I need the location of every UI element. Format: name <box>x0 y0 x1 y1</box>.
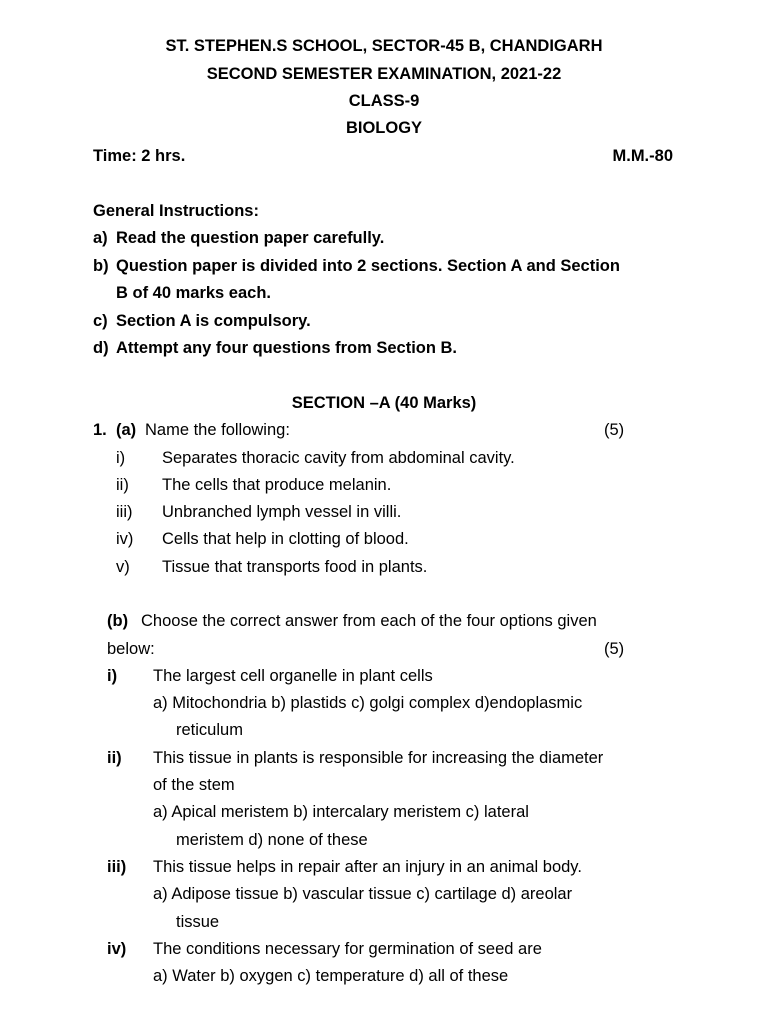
mcq-question-cont: of the stem <box>153 776 235 794</box>
instructions-title: General Instructions: <box>93 202 259 220</box>
mcq-question: This tissue in plants is responsible for increasing the diameter <box>153 749 604 767</box>
instruction-text: Section A is compulsory. <box>116 312 311 330</box>
mcq-question: The conditions necessary for germination of seed are <box>153 940 542 958</box>
section-a-title: SECTION –A (40 Marks) <box>291 394 477 412</box>
item-text: Separates thoracic cavity from abdominal cavity. <box>162 449 515 467</box>
item-text: Unbranched lymph vessel in villi. <box>162 503 402 521</box>
item-label: ii) <box>116 476 129 494</box>
item-label: i) <box>116 449 126 467</box>
item-text: The cells that produce melanin. <box>162 476 392 494</box>
item-label: iv) <box>116 530 134 548</box>
class-label: CLASS-9 <box>348 92 420 110</box>
mcq-options: a) Mitochondria b) plastids c) golgi complex d)endoplasmic <box>153 694 583 712</box>
instruction-label: a) <box>93 229 108 247</box>
subject-label: BIOLOGY <box>345 119 423 137</box>
part-marks: (5) <box>604 640 625 658</box>
item-text: Tissue that transports food in plants. <box>162 558 428 576</box>
item-text: Cells that help in clotting of blood. <box>162 530 409 548</box>
mcq-options: a) Water b) oxygen c) temperature d) all of these <box>153 967 509 985</box>
instruction-label: c) <box>93 312 108 330</box>
mcq-options-cont: tissue <box>176 913 220 931</box>
part-text: Name the following: <box>145 421 290 439</box>
part-label: (a) <box>116 421 137 439</box>
mcq-question: The largest cell organelle in plant cells <box>153 667 433 685</box>
mcq-options-cont: meristem d) none of these <box>176 831 368 849</box>
item-label: v) <box>116 558 130 576</box>
instruction-label: d) <box>93 339 109 357</box>
mcq-label: ii) <box>107 749 122 767</box>
mcq-question: This tissue helps in repair after an injury in an animal body. <box>153 858 582 876</box>
mcq-label: iv) <box>107 940 127 958</box>
part-label: (b) <box>107 612 129 630</box>
part-marks: (5) <box>604 421 625 439</box>
question-number: 1. <box>93 421 107 439</box>
mcq-options: a) Apical meristem b) intercalary meristem c) lateral <box>153 803 529 821</box>
instruction-label: b) <box>93 257 109 275</box>
mcq-label: iii) <box>107 858 127 876</box>
mcq-options: a) Adipose tissue b) vascular tissue c) cartilage d) areolar <box>153 885 573 903</box>
part-text: Choose the correct answer from each of the four options given <box>141 612 597 630</box>
instruction-text: Attempt any four questions from Section B. <box>116 339 458 357</box>
instruction-text-cont: B of 40 marks each. <box>116 284 271 302</box>
time-label: Time: 2 hrs. <box>93 147 186 165</box>
exam-title: SECOND SEMESTER EXAMINATION, 2021-22 <box>206 65 562 83</box>
instruction-text: Read the question paper carefully. <box>116 229 385 247</box>
part-text-cont: below: <box>107 640 155 658</box>
mcq-label: i) <box>107 667 118 685</box>
mcq-options-cont: reticulum <box>176 721 243 739</box>
max-marks-label: M.M.-80 <box>612 147 673 165</box>
item-label: iii) <box>116 503 133 521</box>
school-name: ST. STEPHEN.S SCHOOL, SECTOR-45 B, CHANDIGARH <box>165 37 603 55</box>
instruction-text: Question paper is divided into 2 sections. Section A and Section <box>116 257 620 275</box>
